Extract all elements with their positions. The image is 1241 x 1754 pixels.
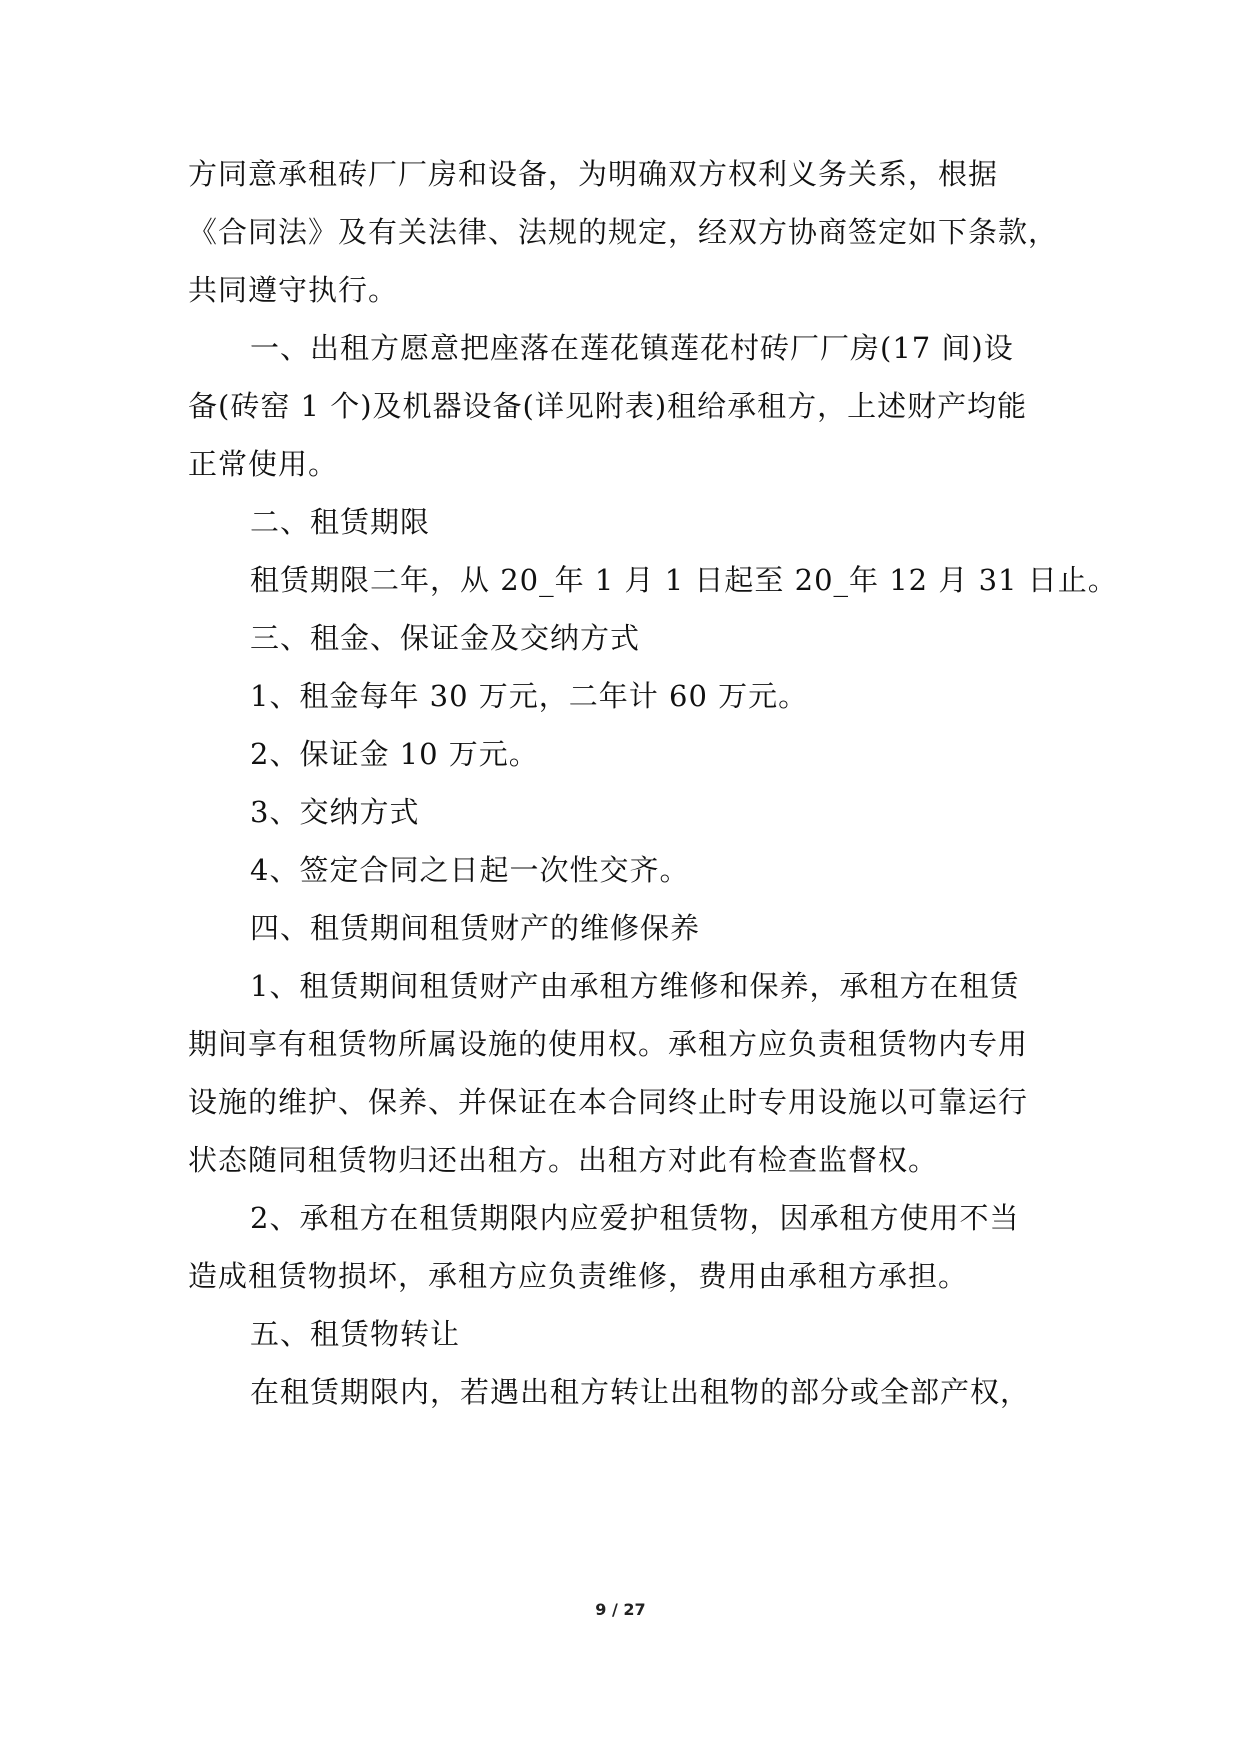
section-heading: 四、租赁期间租赁财产的维修保养 (250, 911, 701, 945)
text-line: 方同意承租砖厂厂房和设备，为明确双方权利义务关系，根据 (188, 157, 999, 191)
text-line: 3、交纳方式 (250, 795, 420, 829)
text-line: 设施的维护、保养、并保证在本合同终止时专用设施以可靠运行 (188, 1085, 1029, 1119)
page-number: 9 / 27 (595, 1600, 646, 1619)
text-line: 1、租金每年 30 万元，二年计 60 万元。 (250, 679, 809, 713)
text-line: 共同遵守执行。 (188, 273, 399, 307)
section-heading: 五、租赁物转让 (250, 1317, 461, 1351)
text-line: 一、出租方愿意把座落在莲花镇莲花村砖厂厂房(17 间)设 (250, 331, 1014, 365)
text-line: 4、签定合同之日起一次性交齐。 (250, 853, 690, 887)
text-line: 正常使用。 (188, 447, 339, 481)
text-line: 2、保证金 10 万元。 (250, 737, 539, 771)
text-line: 《合同法》及有关法律、法规的规定，经双方协商签定如下条款， (188, 215, 1059, 249)
text-line: 状态随同租赁物归还出租方。出租方对此有检查监督权。 (188, 1143, 939, 1177)
text-line: 期间享有租赁物所属设施的使用权。承租方应负责租赁物内专用 (188, 1027, 1029, 1061)
text-line: 在租赁期限内，若遇出租方转让出租物的部分或全部产权， (250, 1375, 1031, 1409)
section-heading: 二、租赁期限 (250, 505, 431, 539)
text-line: 2、承租方在租赁期限内应爱护租赁物，因承租方使用不当 (250, 1201, 1020, 1235)
text-line: 造成租赁物损坏，承租方应负责维修，费用由承租方承担。 (188, 1259, 969, 1293)
section-heading: 三、租金、保证金及交纳方式 (250, 621, 641, 655)
text-line: 备(砖窑 1 个)及机器设备(详见附表)租给承租方，上述财产均能 (188, 389, 1028, 423)
text-line: 1、租赁期间租赁财产由承租方维修和保养，承租方在租赁 (250, 969, 1020, 1003)
text-line: 租赁期限二年，从 20_年 1 月 1 日起至 20_年 12 月 31 日止。 (250, 563, 1118, 597)
